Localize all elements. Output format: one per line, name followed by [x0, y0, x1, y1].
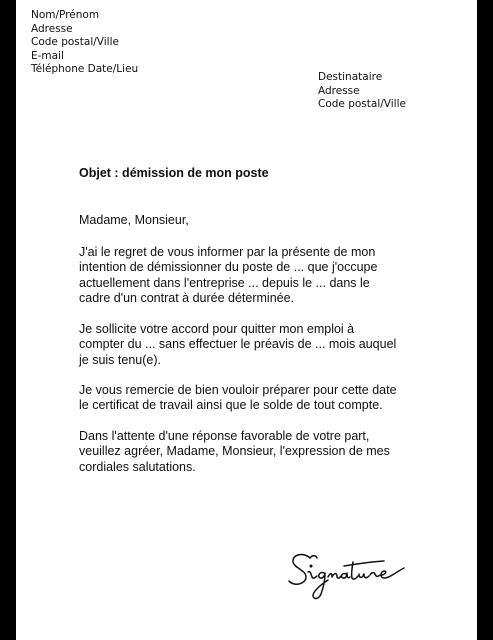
sender-postal-city: Code postal/Ville: [31, 36, 119, 49]
recipient-block: [318, 71, 406, 112]
paragraph-documents-request: [79, 383, 397, 414]
handwritten-signature: [284, 546, 414, 606]
recipient-name: Destinataire: [318, 71, 383, 83]
paragraph-line: J'ai le regret de vous informer par la présente de mon: [79, 245, 376, 259]
paragraph-line: Dans l'attente d'une réponse favorable de votre part,: [79, 429, 370, 443]
sender-name: Nom/Prénom: [31, 9, 100, 21]
recipient-postal-city: Code postal/Ville: [318, 98, 406, 111]
paragraph-line: cordiales salutations.: [79, 459, 196, 474]
paragraph-line: intention de démissionner du poste de ... que j'occupe: [79, 260, 378, 275]
letter-subject: Objet : démission de mon poste: [79, 166, 269, 180]
paragraph-line: je suis tenu(e).: [79, 352, 161, 367]
paragraph-line: Je sollicite votre accord pour quitter mon emploi à: [79, 322, 355, 336]
paragraph-line: actuellement dans l'entreprise ... depuis le ... dans le: [79, 275, 370, 290]
paragraph-line: veuillez agréer, Madame, Monsieur, l'expression de mes: [79, 444, 390, 459]
paragraph-line: le certificat de travail ainsi que le solde de tout compte.: [79, 398, 383, 413]
paragraph-line: compter du ... sans effectuer le préavis de ... mois auquel: [79, 337, 397, 352]
paragraph-notice-period: [79, 322, 396, 368]
sender-email: E-mail: [31, 49, 64, 62]
letter-page: [16, 0, 477, 640]
paragraph-closing: [79, 429, 390, 475]
paragraph-line: Je vous remercie de bien vouloir préparer pour cette date: [79, 383, 397, 397]
sender-phone-date-place: Téléphone Date/Lieu: [31, 63, 139, 76]
letter-salutation: Madame, Monsieur,: [79, 213, 189, 227]
paragraph-line: cadre d'un contrat à durée déterminée.: [79, 291, 295, 306]
paragraph-resignation-notice: [79, 245, 377, 307]
sender-block: [31, 9, 138, 77]
recipient-address: Adresse: [318, 84, 360, 97]
sender-address: Adresse: [31, 22, 73, 35]
